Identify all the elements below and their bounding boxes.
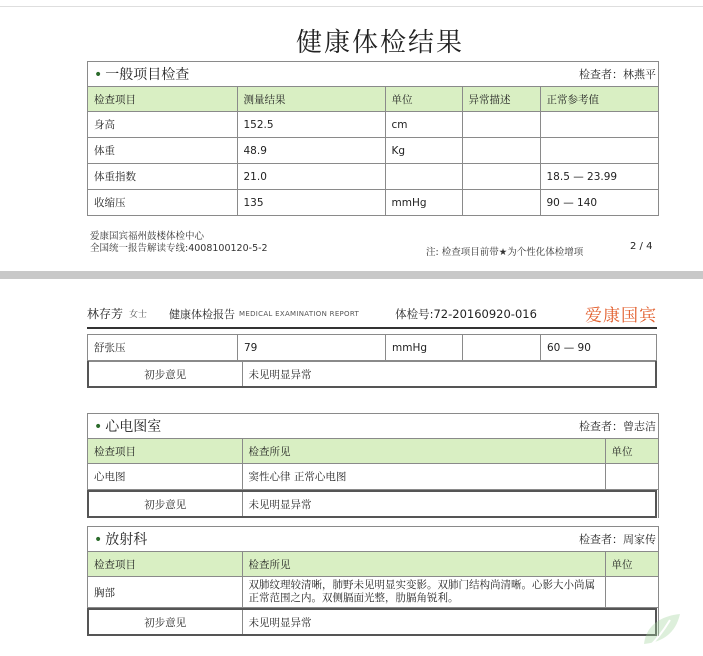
col-header: 单位 xyxy=(605,439,658,464)
col-header: 异常描述 xyxy=(462,87,540,112)
opinion-label: 初步意见 xyxy=(88,609,242,635)
cell: 胸部 xyxy=(88,577,242,608)
page-separator xyxy=(0,271,703,279)
table-header-row xyxy=(88,87,658,112)
table-row xyxy=(88,164,658,190)
cell xyxy=(540,112,658,138)
col-header: 单位 xyxy=(385,87,462,112)
inspector-name: 检查者：周家传 xyxy=(579,533,656,546)
section-header xyxy=(88,414,658,439)
cell: 身高 xyxy=(88,112,237,138)
leaf-watermark-icon xyxy=(640,608,684,648)
footer-hotline: 全国统一报告解读专线:4008100120-5-2 xyxy=(90,243,268,254)
cell: 48.9 xyxy=(237,138,385,164)
cell: 心电图 xyxy=(88,464,242,490)
inspector-name: 检查者：曾志洁 xyxy=(579,420,656,433)
cell: 90 — 140 xyxy=(540,190,658,216)
table-row xyxy=(88,464,658,490)
cell xyxy=(463,335,541,361)
bullet-icon: • xyxy=(94,67,103,83)
opinion-text: 未见明显异常 xyxy=(242,362,656,388)
col-header: 单位 xyxy=(605,552,658,577)
cell: 体重指数 xyxy=(88,164,237,190)
cell: Kg xyxy=(385,138,462,164)
cell: mmHg xyxy=(385,190,462,216)
general-section xyxy=(87,61,659,216)
opinion-label: 初步意见 xyxy=(88,491,242,517)
opinion-table xyxy=(87,361,657,388)
cell: 21.0 xyxy=(237,164,385,190)
col-header: 检查所见 xyxy=(242,552,605,577)
cell: 窦性心律 正常心电图 xyxy=(242,464,605,490)
inspector-name: 检查者：林燕平 xyxy=(579,68,656,81)
table-row xyxy=(88,112,658,138)
cell: 60 — 90 xyxy=(541,335,657,361)
cell: 18.5 — 23.99 xyxy=(540,164,658,190)
page-top-line xyxy=(0,6,703,7)
cell xyxy=(462,164,540,190)
footer-org: 爱康国宾福州鼓楼体检中心 xyxy=(90,231,205,242)
col-header: 测量结果 xyxy=(237,87,385,112)
cell xyxy=(385,164,462,190)
cell xyxy=(462,138,540,164)
table-row xyxy=(88,335,657,361)
table-row xyxy=(88,577,658,608)
cell: 152.5 xyxy=(237,112,385,138)
table-row xyxy=(88,138,658,164)
brand-logo: 爱康国宾 xyxy=(585,306,657,326)
radiology-table xyxy=(88,552,658,608)
col-header: 正常参考值 xyxy=(540,87,658,112)
opinion-text: 未见明显异常 xyxy=(242,491,656,517)
document-title: 健康体检结果 xyxy=(295,28,464,58)
opinion-table xyxy=(87,608,657,636)
page-footer xyxy=(90,231,268,255)
section-title: • 放射科 xyxy=(94,532,148,548)
opinion-row xyxy=(88,491,656,517)
page-number: 2 / 4 xyxy=(630,241,653,252)
cell: 79 xyxy=(238,335,386,361)
opinion-row xyxy=(88,609,656,635)
report-title-en: MEDICAL EXAMINATION REPORT xyxy=(239,309,360,318)
cell: mmHg xyxy=(386,335,463,361)
opinion-row xyxy=(88,362,656,388)
cell: 舒张压 xyxy=(88,335,238,361)
table-header-row xyxy=(88,439,658,464)
cell xyxy=(462,190,540,216)
cell: 双肺纹理较清晰，肺野未见明显实变影。双肺门结构尚清晰。心影大小尚属正常范围之内。双侧膈面光整，肋膈角锐利。 xyxy=(242,577,605,608)
bullet-icon: • xyxy=(94,532,103,548)
opinion-table xyxy=(87,490,657,518)
cell xyxy=(540,138,658,164)
opinion-label: 初步意见 xyxy=(88,362,242,388)
exam-id: 体检号:72-20160920-016 xyxy=(395,306,537,321)
col-header: 检查所见 xyxy=(242,439,605,464)
cell xyxy=(605,464,658,490)
general-cont-table xyxy=(87,334,657,361)
col-header: 检查项目 xyxy=(88,439,242,464)
footer-note: 注: 检查项目前带★为个性化体检增项 xyxy=(426,247,584,258)
ecg-table xyxy=(88,439,658,490)
patient-gender: 女士 xyxy=(129,310,148,320)
cell: 135 xyxy=(237,190,385,216)
section-title: • 一般项目检查 xyxy=(94,67,190,83)
general-continued xyxy=(87,334,657,388)
table-header-row xyxy=(88,552,658,577)
section-header xyxy=(88,527,658,552)
col-header: 检查项目 xyxy=(88,87,237,112)
section-title: • 心电图室 xyxy=(94,419,162,435)
table-row xyxy=(88,190,658,216)
cell: 收缩压 xyxy=(88,190,237,216)
col-header: 检查项目 xyxy=(88,552,242,577)
cell xyxy=(605,577,658,608)
bullet-icon: • xyxy=(94,419,103,435)
report-title: 健康体检报告 xyxy=(169,307,236,321)
ecg-section xyxy=(87,413,659,518)
cell xyxy=(462,112,540,138)
cell: cm xyxy=(385,112,462,138)
report-header xyxy=(87,300,657,329)
section-header xyxy=(88,62,658,87)
opinion-text: 未见明显异常 xyxy=(242,609,656,635)
cell: 体重 xyxy=(88,138,237,164)
patient-name: 林存芳 xyxy=(87,307,124,321)
radiology-section xyxy=(87,526,659,636)
general-table xyxy=(88,87,658,216)
